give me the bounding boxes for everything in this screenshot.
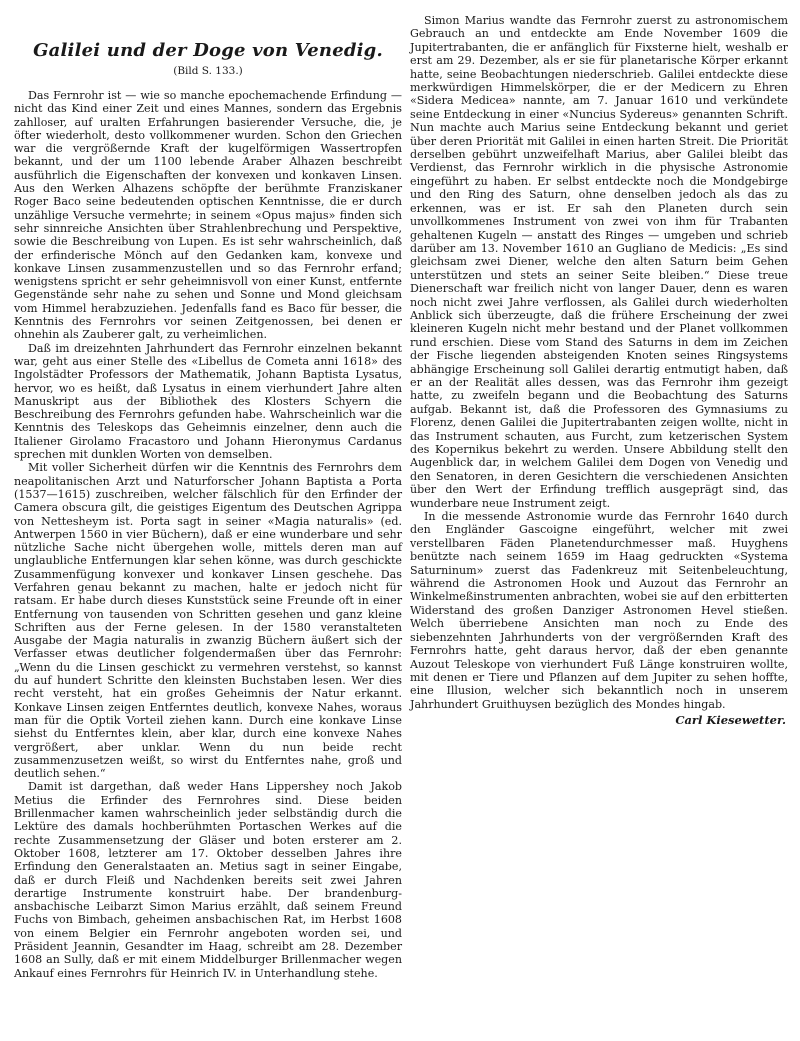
- paragraph: Simon Marius wandte das Fernrohr zuerst zu astronomischem Gebrauch an und entdeckte am Ende November 1609 die Jupitertrabanten, die er anfänglich für Fixsterne hielt, weshalb er erst am 29. Dezember, als er sie für planetarische Körper erkannt hatte, seine Beobachtungen niederschrieb. Galilei entdeckte diese merkwürdigen Himmelskörper, die er der Medicern zu Ehren «Sidera Medicea» nannte, am 7. Januar 1610 und verkündete seine Entdeckung in einer «Nuncius Sydereus» genannten Schrift. Nun machte auch Marius seine Entdeckung bekannt und geriet über deren Priorität mit Galilei in einen harten Streit. Die Priorität derselben gebührt unzweifelhaft Marius, aber Galilei bleibt das Verdienst, das Fernrohr wirklich in die physische Astronomie eingeführt zu haben. Er selbst entdeckte noch die Mondgebirge und den Ring des Saturn, ohne denselben jedoch als das zu erkennen, was er ist. Er sah den Planeten durch sein unvollkommenes Instrument von zwei von ihm für Trabanten gehaltenen Kugeln — anstatt des Ringes — umgeben und schrieb darüber am 13. November 1610 an Gugliano de Medicis: „Es sind gleichsam zwei Diener, welche den alten Saturn beim Gehen unterstützen und stets an seiner Seite bleiben.“ Diese treue Dienerschaft war freilich nicht von langer Dauer, denn es waren noch nicht zwei Jahre verflossen, als Galilei durch wiederholten Anblick sich überzeugte, daß die frühere Erscheinung der zwei kleineren Kugeln nicht mehr bestand und der Planet vollkommen rund erschien. Diese vom Stand des Saturns in dem im Zeichen der Fische liegenden absteigenden Knoten seines Ringsystems abhängige Erscheinung soll Galilei derartig entmutigt haben, daß er an der Realität alles dessen, was das Fernrohr ihm gezeigt hatte, zu zweifeln begann und die Beobachtung des Saturns aufgab. Bekannt ist, daß die Professoren des Gymnasiums zu Florenz, denen Galilei die Jupitertrabanten zeigen wollte, nicht in das Instrument schauten, aus Furcht, zum ketzerischen System des Kopernikus bekehrt zu werden. Unsere Abbildung stellt den Augenblick dar, in welchem Galilei dem Dogen von Venedig und den Senatoren, in deren Gesichtern die verschiedenen Ansichten über den Wert der Erfindung trefflich ausgeprägt sind, das wunderbare neue Instrument zeigt.: [410, 14, 788, 510]
- paragraph: In die messende Astronomie wurde das Fernrohr 1640 durch den Engländer Gascoigne eingeführt, welcher mit zwei verstellbaren Fäden Planetendurchmesser maß. Huyghens benützte nach seinem 1659 im Haag gedruckten «Systema Saturninum» zuerst das Fadenkreuz mit Seitenbeleuchtung, während die Astronomen Hook und Auzout das Fernrohr an Winkelmeßinstrumenten anbrachten, wobei sie auf den erbitterten Widerstand des großen Danziger Astronomen Hevel stießen. Welch überriebene Ansichten man noch zu Ende des siebenzehnten Jahrhunderts von der vergrößernden Kraft des Fernrohrs hatte, geht daraus hervor, daß der eben genannte Auzout Teleskope von vierhundert Fuß Länge konstruiren wollte, mit denen er Tiere und Pflanzen auf dem Jupiter zu sehen hoffte, eine Illusion, welcher sich bekanntlich noch in unserem Jahrhundert Gruithuysen bezüglich des Mondes hingab.: [410, 510, 788, 711]
- paragraph: Daß im dreizehnten Jahrhundert das Fernrohr einzelnen bekannt war, geht aus einer Stelle des «Libellus de Cometa anni 1618» des Ingolstädter Professors der Mathematik, Johann Baptista Lysatus, hervor, wo es heißt, daß Lysatus in einem vierhundert Jahre alten Manuskript aus der Bibliothek des Klosters Schyern die Beschreibung des Fernrohrs gefunden habe. Wahrscheinlich war die Kenntnis des Teleskops das Geheimnis einzelner, denn auch die Italiener Girolamo Fracastoro und Johann Hieronymus Cardanus sprechen mit dunklen Worten von demselben.: [14, 341, 402, 462]
- article-subtitle: (Bild S. 133.): [173, 65, 243, 77]
- left-column: [14, 14, 402, 980]
- paragraph: Mit voller Sicherheit dürfen wir die Kenntnis des Fernrohrs dem neapolitanischen Arzt und Naturforscher Johann Baptista a Porta (1537—1615) zuschreiben, welcher fälschlich für den Erfinder der Camera obscura gilt, die geistiges Eigentum des Deutschen Agrippa von Nettesheym ist. Porta sagt in seiner «Magia naturalis» (ed. Antwerpen 1560 in vier Büchern), daß er eine wunderbare und sehr nützliche Sache nicht übergehen wolle, mittels deren man auf unglaubliche Entfernungen klar sehen könne, was durch geschickte Zusammenfügung konvexer und konkaver Linsen geschehe. Das Verfahren genau bekannt zu machen, halte er jedoch nicht für ratsam. Er habe durch dieses Kunststück seine Freunde oft in einer Entfernung von tausenden von Schritten gesehen und ganz kleine Schriften aus der Ferne gelesen. In der 1580 veranstalteten Ausgabe der Magia naturalis in zwanzig Büchern äußert sich der Verfasser etwas deutlicher folgendermaßen über das Fernrohr: „Wenn du die Linsen geschickt zu vermehren verstehst, so kannst du auf hundert Schritte den kleinsten Buchstaben lesen. Wer dies recht versteht, hat ein großes Geheimnis der Natur erkannt. Konkave Linsen zeigen Entferntes deutlich, konvexe Nahes, woraus man für die Optik Vorteil ziehen kann. Durch eine konkave Linse siehst du Entferntes klein, aber klar, durch eine konvexe Nahes vergrößert, aber unklar. Wenn du nun beide recht zusammenzusetzen weißt, so wirst du Entferntes nahe, groß und deutlich sehen.“: [14, 461, 402, 781]
- paragraph: Damit ist dargethan, daß weder Hans Lippershey noch Jakob Metius die Erfinder des Fernrohres sind. Diese beiden Brillenmacher kamen wahrscheinlich jeder selbständig durch die Lektüre des damals hochberühmten Portaschen Werkes auf die rechte Zusammensetzung der Gläser und boten ersterer am 2. Oktober 1608, letzterer am 17. Oktober desselben Jahres ihre Erfindung den Generalstaaten an. Metius sagt in seiner Eingabe, daß er durch Fleiß und Nachdenken bereits seit zwei Jahren derartige Instrumente konstruirt habe. Der brandenburg-ansbachische Leibarzt Simon Marius erzählt, daß seinem Freund Fuchs von Bimbach, geheimen ansbachischen Rat, im Herbst 1608 von einem Belgier ein Fernrohr angeboten worden sei, und Präsident Jeannin, Gesandter im Haag, schreibt am 28. Dezember 1608 an Sully, daß er mit einem Middelburger Brillenmacher wegen Ankauf eines Fernrohrs für Heinrich IV. in Unterhandlung stehe.: [14, 780, 402, 980]
- paragraph: Das Fernrohr ist — wie so manche epochemachende Erfindung — nicht das Kind einer Zeit und eines Mannes, sondern das Ergebnis zahlloser, auf uralten Erfahrungen basierender Versuche, die, je öfter wiederholt, desto vollkommener wurden. Schon den Griechen war die vergrößernde Kraft der kugelförmigen Wassertropfen bekannt, und der um 1100 lebende Araber Alhazen beschreibt ausführlich die Eigenschaften der konvexen und konkaven Linsen. Aus den Werken Alhazens schöpfte der berühmte Franziskaner Roger Baco seine bedeutenden optischen Kenntnisse, die er durch unzählige Versuche vermehrte; in seinem «Opus majus» finden sich sehr sinnreiche Ansichten über Strahlenbrechung und Perspektive, sowie die Beschreibung von Lupen. Es ist sehr wahrscheinlich, daß der erfinderische Mönch auf den Gedanken kam, konvexe und konkave Linsen zusammenzustellen und so das Fernrohr erfand; wenigstens spricht er sehr geheimnisvoll von einer Kunst, entfernte Gegenstände sehr nahe zu sehen und Sonne und Mond gleichsam vom Himmel herabzuziehen. Jedenfalls fand es Baco für besser, die Kenntnis des Fernrohrs vor seinen Zeitgenossen, bei denen er ohnehin als Zauberer galt, zu verheimlichen.: [14, 89, 402, 342]
- article-title: Galilei und der Doge von Venedig.: [33, 40, 383, 61]
- right-column: [410, 14, 788, 727]
- author-signature: Carl Kiesewetter.: [675, 713, 786, 728]
